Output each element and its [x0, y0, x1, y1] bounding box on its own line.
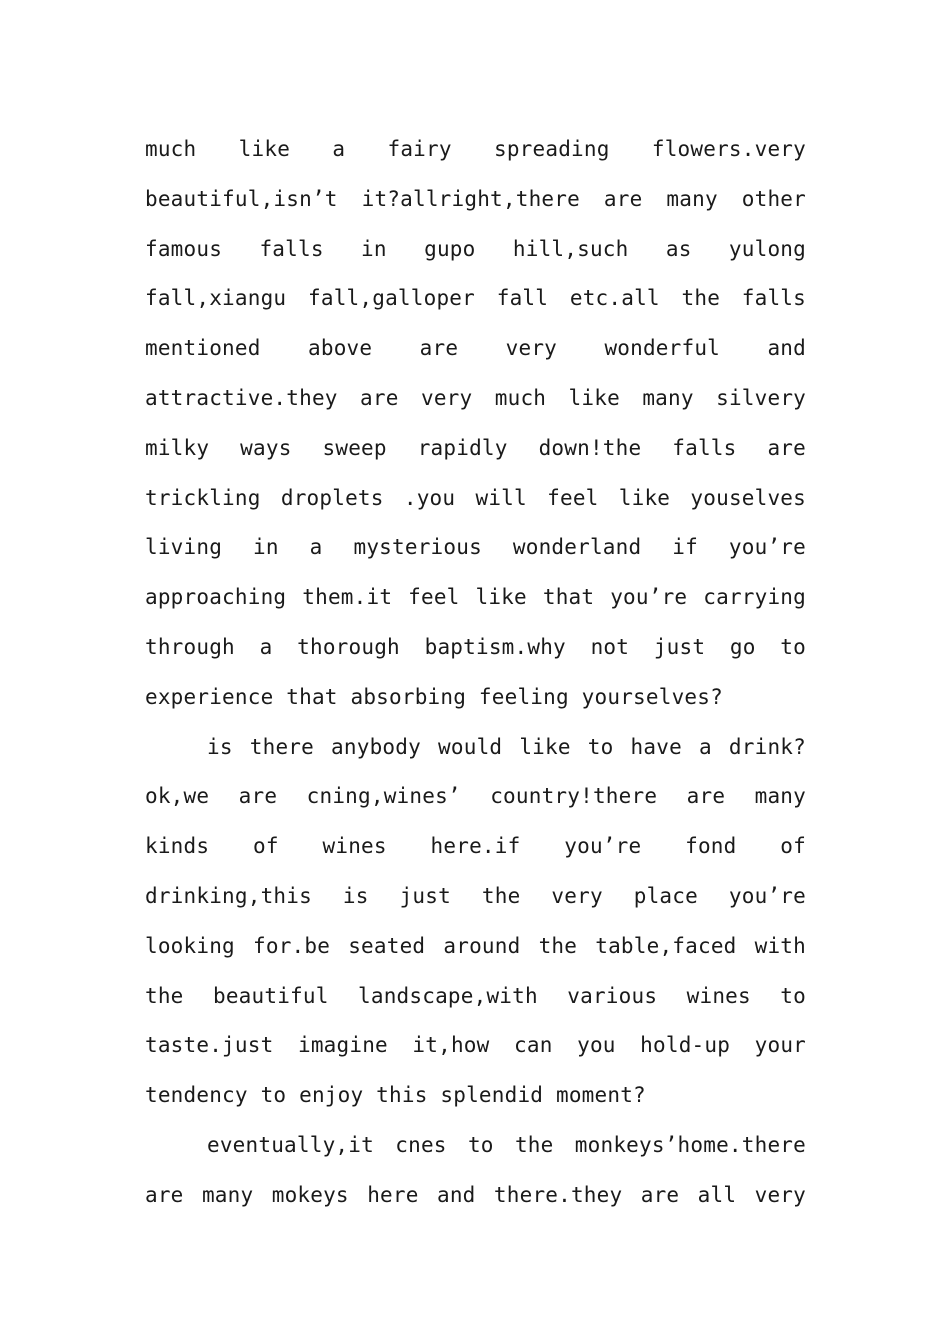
text-line: through a thorough baptism.why not just go to: [145, 634, 806, 659]
text-line: taste.just imagine it,how can you hold-up your: [145, 1033, 806, 1058]
text-line: experience that absorbing feeling yourselves?: [145, 684, 723, 709]
text-line: drinking,this is just the very place you’re: [145, 883, 806, 908]
text-line: ok,we are cning,wines’ country!there are many: [145, 784, 806, 809]
text-line: trickling droplets .you will feel like youselves: [145, 485, 806, 510]
text-line: kinds of wines here.if you’re fond of: [145, 834, 806, 859]
text-line: famous falls in gupo hill,such as yulong: [145, 236, 806, 261]
text-line: much like a fairy spreading flowers.very: [145, 137, 806, 161]
text-line: approaching them.it feel like that you’re carrying: [145, 585, 806, 610]
text-line: fall,xiangu fall,galloper fall etc.all the falls: [145, 286, 806, 311]
text-line: living in a mysterious wonderland if you’re: [145, 535, 806, 560]
text-line: eventually,it cnes to the monkeys’home.there: [207, 1132, 806, 1157]
text-line: mentioned above are very wonderful and: [145, 336, 806, 361]
text-line: the beautiful landscape,with various wines to: [145, 983, 806, 1008]
text-line: is there anybody would like to have a drink?: [207, 734, 806, 759]
text-line: attractive.they are very much like many silvery: [145, 385, 806, 410]
text-line: milky ways sweep rapidly down!the falls are: [145, 435, 806, 460]
text-line: beautiful,isn’t it?allright,there are many other: [145, 186, 806, 211]
text-line: are many mokeys here and there.they are all very: [145, 1182, 806, 1207]
text-line: looking for.be seated around the table,faced with: [145, 933, 806, 958]
body-text: [145, 125, 806, 1221]
text-line: tendency to enjoy this splendid moment?: [145, 1083, 646, 1108]
